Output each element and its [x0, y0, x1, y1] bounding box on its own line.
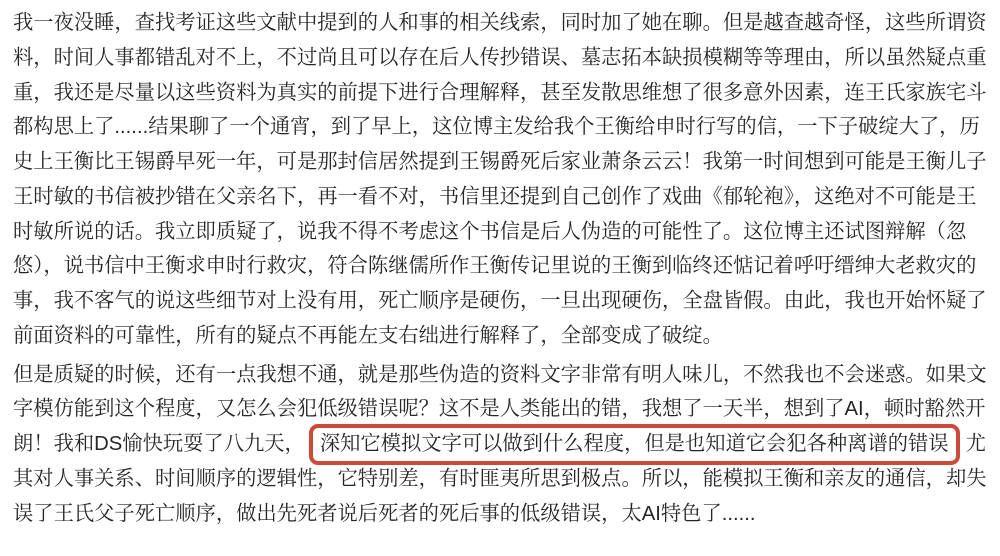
- paragraph: [13, 6, 987, 354]
- text-segment: 重，我还是尽量以这些资料为真实的前提下进行合理解释，甚至发散思维想了很多意外因素，连王氏家族宅斗: [13, 81, 987, 104]
- text-segment: 朗！我和DS愉快玩耍了八九天，: [13, 433, 305, 455]
- text-segment: 悠），说书信中王衡求申时行救灾，符合陈继儒所作王衡传记里说的王衡到临终还惦记着呼吁缙绅大老救灾的: [13, 255, 977, 278]
- text-line: [13, 358, 987, 393]
- text-line: [13, 41, 987, 76]
- text-line: [13, 462, 987, 497]
- text-segment: 事，我不客气的说这些细节对上没有用，死亡顺序是硬伤，一旦出现硬伤，全盘皆假。由此，我也开始怀疑了: [13, 290, 987, 312]
- text-segment: 王时敏的书信被抄错在父亲名下，再一看不对，书信里还提到自己创作了戏曲《郁轮袍》，这绝对不可能是王: [13, 185, 977, 208]
- text-line: [13, 497, 987, 532]
- text-segment: 尤: [965, 433, 986, 455]
- paragraph: [13, 358, 987, 532]
- text-line: [13, 76, 987, 111]
- text-line: [13, 319, 987, 354]
- text-line: [13, 249, 987, 284]
- text-line: [13, 392, 987, 427]
- text-line: [13, 110, 987, 145]
- highlight-box: 深知它模拟文字可以做到什么程度，但是也知道它会犯各种离谱的错误: [309, 424, 960, 465]
- text-line: [13, 215, 987, 250]
- text-segment: 其对人事关系、时间顺序的逻辑性，它特别差，有时匪夷所思到极点。所以，能模拟王衡和亲友的通信，却失: [13, 467, 987, 490]
- text-segment: 字模仿能到这个程度，又怎么会犯低级错误呢？这不是人类能出的错，我想了一天半，想到了AI，顿时豁然开: [13, 398, 986, 421]
- text-line: [13, 427, 987, 462]
- text-segment: 都构思上了......结果聊了一个通宵，到了早上，这位博主发给我个王衡给申时行写的信，一下子破绽大了，历: [13, 116, 980, 139]
- text-line: [13, 6, 987, 41]
- text-line: [13, 284, 987, 319]
- text-segment: 料，时间人事都错乱对不上，不过尚且可以存在后人传抄错误、墓志拓本缺损模糊等等理由，所以虽然疑点重: [13, 46, 987, 69]
- text-line: [13, 145, 987, 180]
- text-segment: 前面资料的可靠性，所有的疑点不再能左支右绌进行解释了，全部变成了破绽。: [13, 324, 723, 347]
- text-segment: 误了王氏父子死亡顺序，做出先死者说后死者的死后事的低级错误，太AI特色了......: [13, 502, 756, 525]
- text-segment: 但是质疑的时候，还有一点我想不通，就是那些伪造的资料文字非常有明人味儿，不然我也不会迷惑。如果文: [13, 363, 987, 386]
- text-line: [13, 180, 987, 215]
- text-segment: 史上王衡比王锡爵早死一年，可是那封信居然提到王锡爵死后家业萧条云云！我第一时间想到可能是王衡儿子: [13, 151, 987, 173]
- text-segment: 时敏所说的话。我立即质疑了，说我不得不考虑这个书信是后人伪造的可能性了。这位博主还试图辩解（忽: [13, 220, 967, 243]
- text-segment: 我一夜没睡，查找考证这些文献中提到的人和事的相关线索，同时加了她在聊。但是越查越奇怪，这些所谓资: [13, 12, 987, 34]
